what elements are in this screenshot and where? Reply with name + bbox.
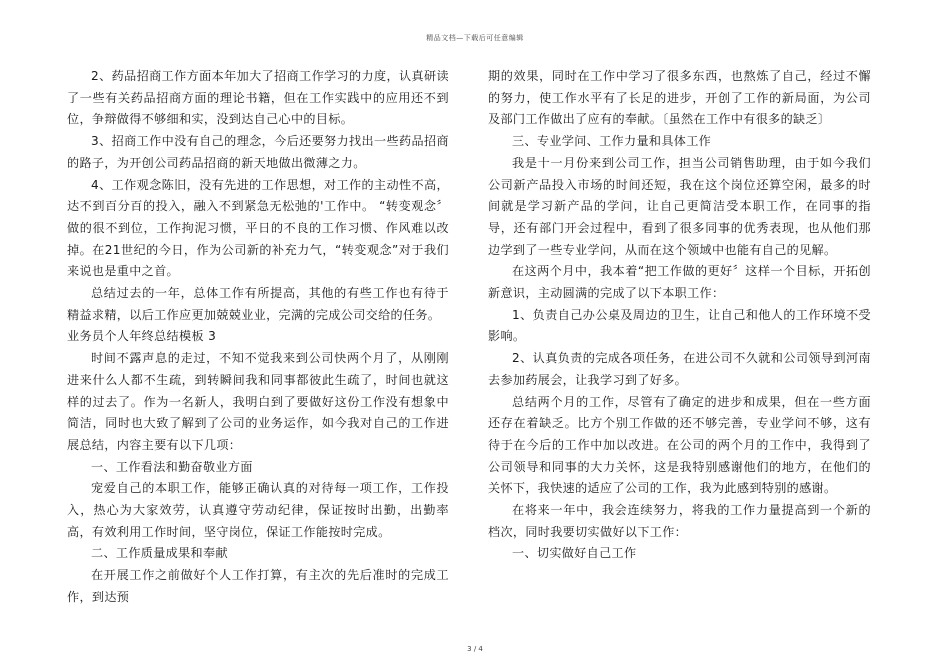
paragraph: 时间不露声息的走过，不知不觉我来到公司快两个月了，从刚刚进来什么人都不生疏，到转瞬间我和同事都彼此生疏了，时间也就这样的过去了。作为一名新人，我明白到了要做好这份工作没有想象中简洁，同时也大致了解到了公司的业务运作，如今我对自己的工作进展总结，内容主要有以下几项：	[67, 351, 449, 452]
paragraph: 4、工作观念陈旧，没有先进的工作思想，对工作的主动性不高，达不到百分百的投入，融入不到紧急无松弛的'工作中。 “转变观念〞做的很不到位，工作拘泥习惯，平日的不良的工作习惯、作风难以改掉。在21世纪的今日，作为公司新的补充力气，“转变观念”对于我们来说也是重中之首。	[67, 177, 449, 279]
list-item: 1、负责自己办公桌及周边的卫生，让自己和他人的工作环境不受影响。	[488, 307, 871, 344]
paragraph: 2、药品招商工作方面本年加大了招商工作学习的力度，认真研读了一些有关药品招商方面的理论书籍，但在工作实践中的应用还不到位，争辩做得不够细和实，没到达自己心中的目标。	[67, 69, 449, 127]
paragraph: 宠爱自己的本职工作，能够正确认真的对待每一项工作，工作投入，热心为大家效劳，认真遵守劳动纪律，保证按时出勤，出勤率高，有效利用工作时间，坚守岗位，保证工作能按时完成。	[67, 481, 449, 539]
paragraph: 总结两个月的工作，尽管有了确定的进步和成果，但在一些方面还存在着缺乏。比方个别工作做的还不够完善，专业学问不够，这有待于在今后的工作中加以改进。在公司的两个月的工作中，我得到了公司领导和同事的大力关怀，这是我特别感谢他们的地方，在他们的关怀下，我快速的适应了公司的工作，我为此感到特别的感谢。	[488, 394, 871, 496]
section-heading: 一、切实做好自己工作	[512, 546, 637, 561]
section-heading: 三、专业学问、工作力量和具体工作	[512, 134, 712, 149]
section-heading: 一、工作看法和勤奋敬业方面	[91, 459, 253, 474]
paragraph: 总结过去的一年，总体工作有所提高，其他的有些工作也有待于精益求精，以后工作应更加兢兢业业，完满的完成公司交给的任务。	[67, 286, 449, 322]
paragraph: 我是十一月份来到公司工作，担当公司销售助理，由于如今我们公司新产品投入市场的时间还短，我在这个岗位还算空闲，最多的时间就是学习新产品的学问，让自己更简洁受本职工作，在同事的指导，还有部门开会过程中，看到了很多同事的优秀表现，也从他们那边学到了一些专业学问，从而在这个领域中也能有自己的见解。	[488, 155, 871, 257]
right-column	[488, 66, 871, 565]
page-number: 3 / 4	[467, 645, 483, 653]
paragraph: 在这两个月中，我本着“把工作做的更好〞这样一个目标，开拓创新意识，主动圆满的完成了以下本职工作：	[488, 264, 871, 301]
paragraph: 在将来一年中，我会连续努力，将我的工作力量提高到一个新的档次，同时我要切实做好以下工作：	[488, 503, 871, 539]
left-column	[67, 66, 449, 609]
paragraph: 3、招商工作中没有自己的理念，今后还要努力找出一些药品招商的路子，为开创公司药品招商的新天地做出微薄之力。	[67, 134, 449, 170]
section-heading: 二、工作质量成果和奉献	[91, 546, 228, 561]
page-header: 精品文档—下载后可任意编辑	[426, 34, 524, 42]
section-heading: 业务员个人年终总结模板 3	[67, 329, 217, 344]
list-item: 2、认真负责的完成各项任务，在进公司不久就和公司领导到河南去参加药展会，让我学习到了好多。	[488, 351, 871, 387]
paragraph: 在开展工作之前做好个人工作打算，有主次的先后准时的完成工作，到达预	[67, 568, 449, 604]
paragraph: 期的效果，同时在工作中学习了很多东西，也熬炼了自己，经过不懈的努力，使工作水平有了长足的进步，开创了工作的新局面，为公司及部门工作做出了应有的奉献。〔虽然在工作中有很多的缺乏〕	[488, 69, 871, 127]
